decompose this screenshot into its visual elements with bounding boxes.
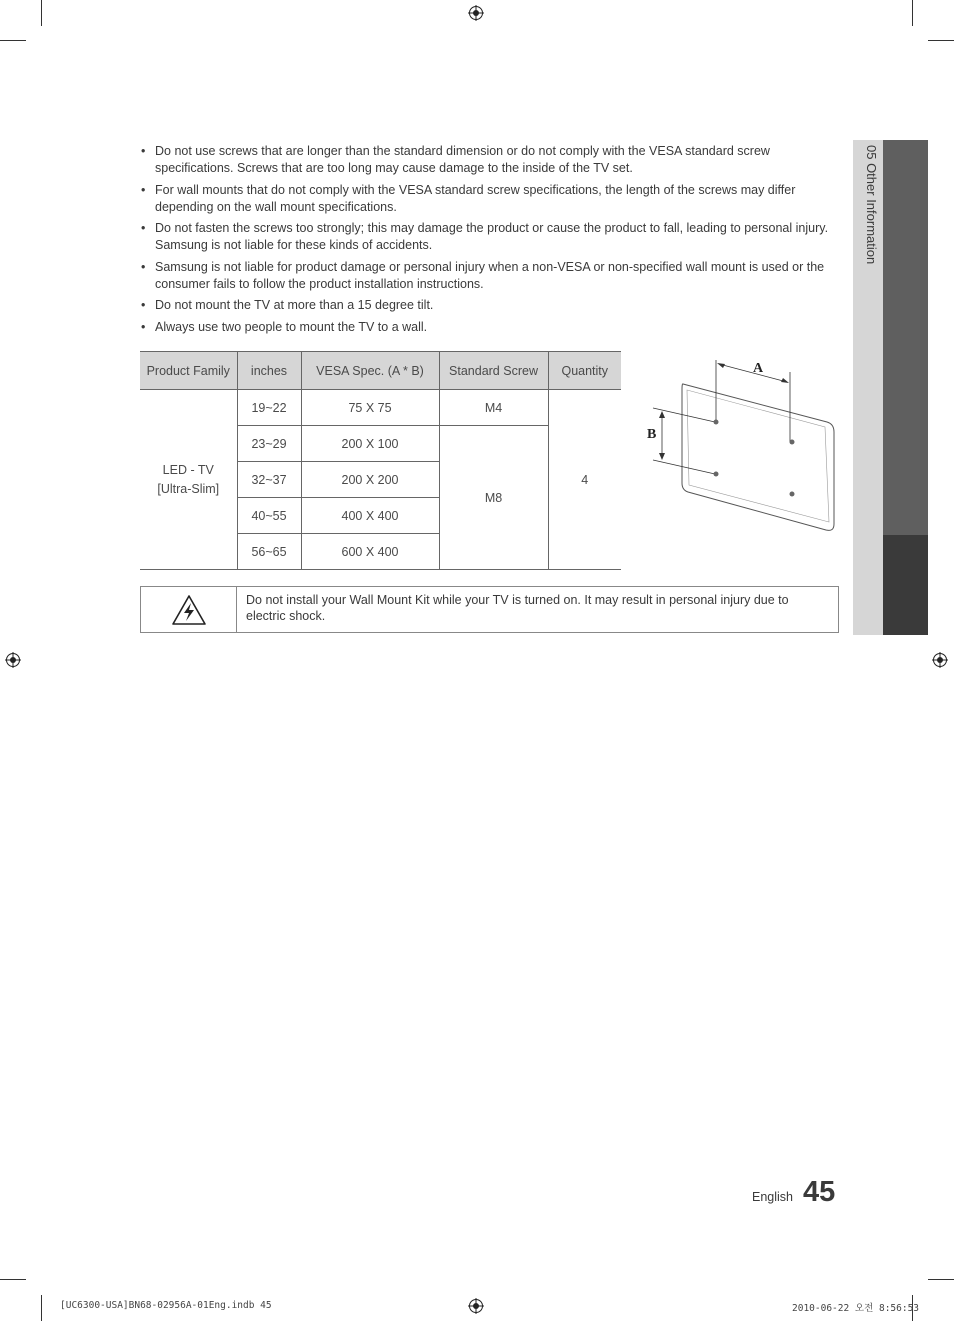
print-footer-file: [UC6300-USA]BN68-02956A-01Eng.indb 45 (60, 1300, 272, 1311)
inches-cell: 23~29 (237, 426, 301, 462)
chapter-tab-dark (883, 140, 928, 535)
bullet-icon: • (141, 319, 146, 334)
crop-mark (41, 0, 42, 26)
vesa-cell: 400 X 400 (301, 498, 439, 534)
column-header: Quantity (548, 352, 621, 390)
page-number: 45 (803, 1176, 836, 1208)
inches-cell: 40~55 (237, 498, 301, 534)
table-row (140, 390, 621, 426)
bullet-icon: • (141, 259, 146, 274)
screw-hole-icon (714, 420, 719, 425)
vesa-spec-table (140, 351, 621, 570)
tv-back-outline (682, 384, 834, 531)
inches-cell: 32~37 (237, 462, 301, 498)
column-header: Product Family (140, 352, 237, 390)
dimension-label-b: B (647, 427, 657, 442)
screw-hole-icon (790, 492, 795, 497)
warning-text: Do not install your Wall Mount Kit while your TV is turned on. It may result in personal injury due to electric shock. (246, 593, 789, 623)
screw-hole-icon (790, 440, 795, 445)
precautions-list (140, 143, 840, 340)
crop-mark (912, 0, 913, 26)
electric-shock-warning-icon (171, 594, 207, 626)
print-footer-timestamp: 2010-06-22 오전 8:56:53 (792, 1303, 920, 1314)
list-item: • Do not use screws that are longer than the standard dimension or do not comply with the VESA standard screw specifications. Screws that are too long may cause damage to the inside of the TV set. (141, 144, 770, 175)
table-header-row (140, 352, 621, 390)
crop-mark (0, 40, 26, 41)
registration-mark-icon (932, 652, 948, 668)
bullet-icon: • (141, 221, 146, 235)
wall-mount-diagram (645, 352, 840, 537)
page-language: English (752, 1190, 793, 1204)
column-header: VESA Spec. (A * B) (301, 352, 439, 390)
screw-hole-icon (714, 472, 719, 477)
registration-mark-icon (468, 1298, 484, 1314)
screw-cell: M8 (439, 426, 548, 570)
registration-mark-icon (5, 652, 21, 668)
crop-mark (41, 1295, 42, 1321)
warning-box (140, 586, 839, 633)
vesa-cell: 75 X 75 (301, 390, 439, 426)
vesa-cell: 600 X 400 (301, 534, 439, 570)
vesa-cell: 200 X 200 (301, 462, 439, 498)
crop-mark (0, 1279, 26, 1280)
bullet-icon: • (141, 182, 146, 197)
chapter-tab-darker (883, 535, 928, 635)
list-item: • Samsung is not liable for product damage or personal injury when a non-VESA or non-specified wall mount is used or the consumer fails to follow the product installation instructions. (141, 259, 825, 291)
chapter-label: 05 Other Information (864, 145, 879, 265)
crop-mark (928, 1279, 954, 1280)
list-item: • Do not mount the TV at more than a 15 degree tilt. (141, 298, 434, 312)
bullet-icon: • (141, 298, 146, 312)
column-header: Standard Screw (439, 352, 548, 390)
list-item: • Always use two people to mount the TV to a wall. (141, 319, 428, 334)
dimension-label-a: A (753, 361, 764, 376)
quantity-cell: 4 (548, 390, 621, 570)
registration-mark-icon (468, 5, 484, 21)
vesa-cell: 200 X 100 (301, 426, 439, 462)
list-item: • Do not fasten the screws too strongly; this may damage the product or cause the product to fall, leading to personal injury. Samsung is not liable for these kinds of accidents. (141, 221, 829, 252)
inches-cell: 19~22 (237, 390, 301, 426)
screw-cell: M4 (439, 390, 548, 426)
crop-mark (928, 40, 954, 41)
column-header: inches (237, 352, 301, 390)
bullet-icon: • (141, 144, 146, 158)
product-family-cell: LED - TV [Ultra-Slim] (140, 390, 237, 570)
list-item: • For wall mounts that do not comply with the VESA standard screw specifications, the length of the screws may differ depending on the wall mount specifications. (141, 182, 796, 214)
inches-cell: 56~65 (237, 534, 301, 570)
